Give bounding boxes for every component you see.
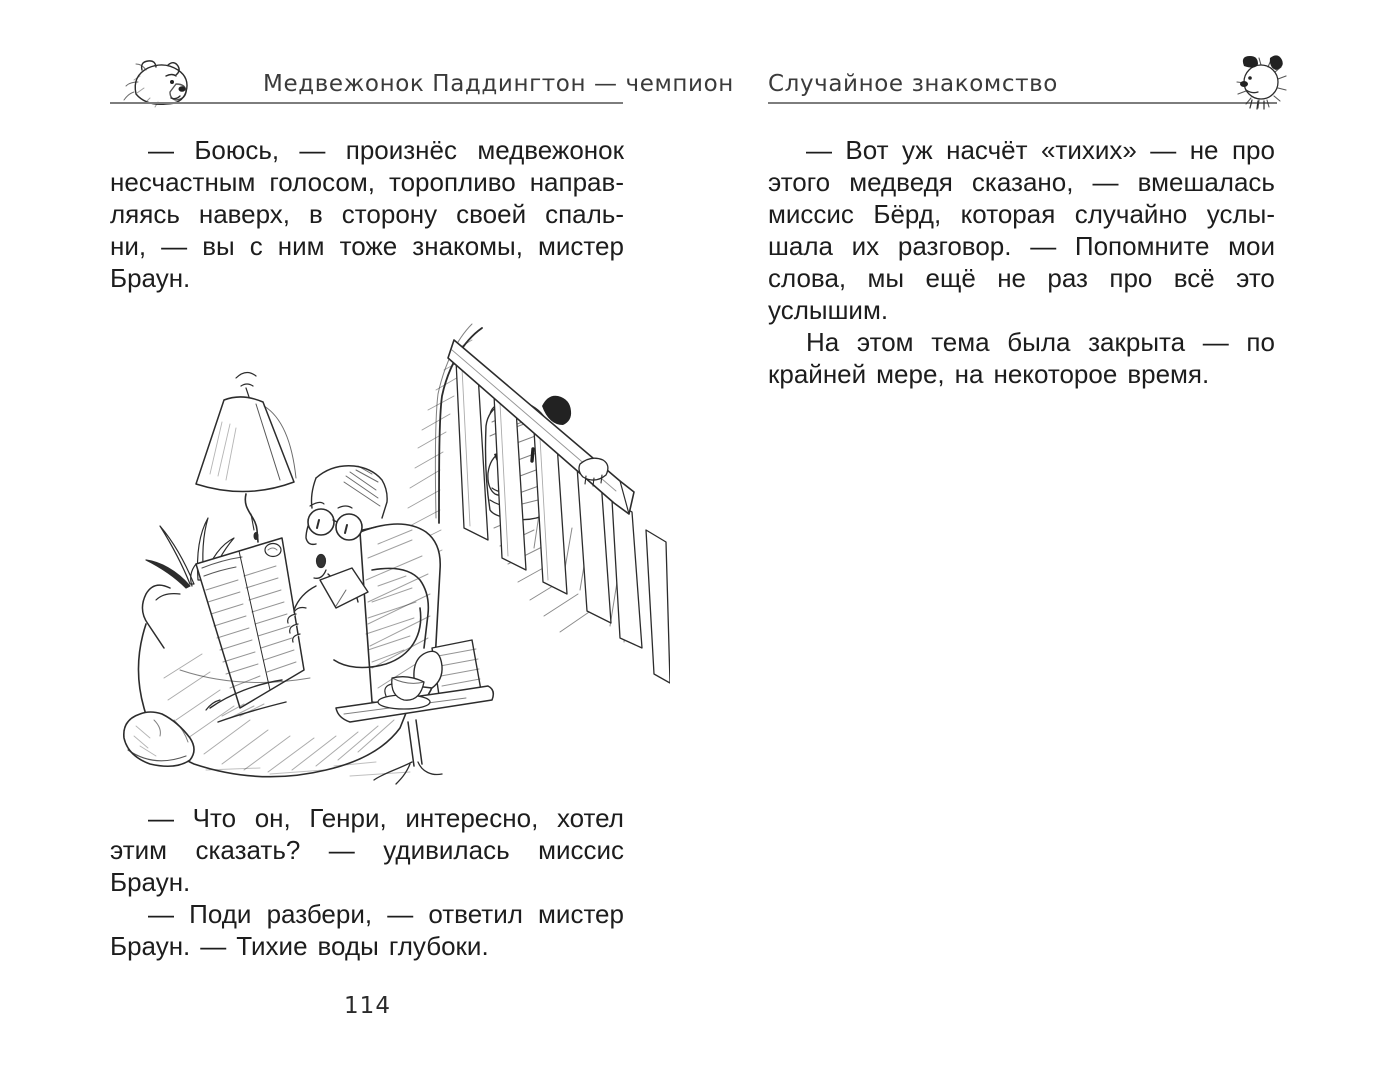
word: глубоки.	[388, 931, 489, 961]
word: услы-	[1206, 199, 1275, 229]
word: этим	[110, 835, 168, 865]
word: Генри,	[309, 803, 387, 833]
word: не	[997, 263, 1027, 293]
word: слова,	[768, 263, 847, 293]
word: —	[1092, 167, 1119, 197]
paragraph	[768, 134, 1275, 326]
word: —	[200, 931, 227, 961]
word: «тихих»	[1040, 135, 1137, 165]
header-rule-left	[110, 102, 623, 104]
word: знакомы,	[412, 231, 523, 261]
word: Браун.	[110, 931, 191, 961]
word: —	[299, 135, 326, 165]
word: шала	[768, 231, 833, 261]
word: время.	[1127, 359, 1210, 389]
word: мистер	[538, 899, 624, 929]
word: —	[328, 835, 355, 865]
word: их	[851, 231, 880, 261]
right-column	[768, 134, 1275, 390]
running-head-left: Медвежонок Паддингтон — чемпион	[263, 71, 734, 97]
word: наверх,	[198, 199, 291, 229]
text-line	[110, 834, 624, 866]
word: тема	[931, 327, 990, 357]
word: мои	[1228, 231, 1275, 261]
word: по	[1246, 327, 1275, 357]
word: произнёс	[345, 135, 457, 165]
text-line	[110, 866, 624, 898]
page-number: 114	[344, 993, 391, 1019]
header-rule-right	[768, 102, 1277, 104]
text-line	[768, 230, 1275, 262]
word: интересно,	[405, 803, 539, 833]
page-illustration	[110, 318, 670, 786]
text-line	[768, 198, 1275, 230]
word: голосом,	[269, 167, 375, 197]
word: на	[954, 359, 984, 389]
word: хотел	[556, 803, 624, 833]
word: вмешалась	[1137, 167, 1275, 197]
paragraph	[768, 326, 1275, 390]
word: —	[148, 899, 174, 929]
word: —	[1150, 135, 1177, 165]
word: раз	[1047, 263, 1088, 293]
word: насчёт	[946, 135, 1028, 165]
word: мере,	[876, 359, 945, 389]
word: —	[161, 231, 188, 261]
word: мистер	[538, 231, 624, 261]
word: миссис	[768, 199, 854, 229]
word: сторону	[341, 199, 438, 229]
word: —	[148, 803, 174, 833]
word: мы	[867, 263, 905, 293]
word: крайней	[768, 359, 867, 389]
word: всё	[1173, 263, 1215, 293]
text-line	[110, 898, 624, 930]
word: Боюсь,	[194, 135, 280, 165]
word: в	[309, 199, 323, 229]
paragraph	[110, 802, 624, 898]
word: торопливо	[388, 167, 516, 197]
bear-head-icon	[1234, 48, 1288, 110]
running-head-right: Случайное знакомство	[768, 71, 1058, 97]
word: тоже	[339, 231, 398, 261]
word: ни,	[110, 231, 147, 261]
word: Тихие	[236, 931, 308, 961]
text-line	[768, 358, 1275, 390]
word: Поди	[189, 899, 252, 929]
word: услышим.	[768, 295, 889, 325]
word: не	[1189, 135, 1219, 165]
word: с	[249, 231, 263, 261]
word: медведя	[849, 167, 953, 197]
word: сказать?	[195, 835, 301, 865]
bear-head-icon	[116, 56, 194, 108]
word: несчастным	[110, 167, 256, 197]
word: —	[1030, 231, 1057, 261]
word: некоторое	[993, 359, 1118, 389]
word: Браун.	[110, 867, 191, 897]
word: направ-	[529, 167, 624, 197]
word: Что	[192, 803, 237, 833]
text-line	[110, 134, 624, 166]
text-line	[768, 134, 1275, 166]
word: удивилась	[383, 835, 510, 865]
word: про	[1109, 263, 1153, 293]
word: ним	[277, 231, 325, 261]
text-line	[110, 198, 624, 230]
text-line	[768, 294, 1275, 326]
paragraph	[110, 898, 624, 962]
text-line	[768, 262, 1275, 294]
word: разбери,	[266, 899, 373, 929]
word: —	[806, 135, 832, 165]
word: миссис	[538, 835, 624, 865]
word: этого	[768, 167, 831, 197]
word: Попомните	[1074, 231, 1210, 261]
word: про	[1231, 135, 1275, 165]
word: закрыта	[1088, 327, 1186, 357]
paragraph	[110, 134, 624, 294]
word: Браун.	[110, 263, 191, 293]
text-line	[110, 802, 624, 834]
word: Вот	[845, 135, 889, 165]
word: ответил	[428, 899, 523, 929]
word: случайно	[1074, 199, 1188, 229]
word: На	[806, 327, 840, 357]
text-line	[110, 166, 624, 198]
word: —	[1202, 327, 1229, 357]
text-line	[110, 930, 624, 962]
text-line	[768, 166, 1275, 198]
word: —	[387, 899, 414, 929]
word: была	[1007, 327, 1071, 357]
word: этом	[856, 327, 914, 357]
word: вы	[202, 231, 235, 261]
word: Бёрд,	[873, 199, 942, 229]
word: своей	[456, 199, 527, 229]
word: он,	[254, 803, 291, 833]
text-line	[110, 262, 624, 294]
word: сказано,	[971, 167, 1074, 197]
word: медвежонок	[477, 135, 624, 165]
word: которая	[960, 199, 1056, 229]
word: воды	[317, 931, 379, 961]
word: это	[1236, 263, 1275, 293]
left-column-bottom	[110, 802, 624, 962]
word: разговор.	[897, 231, 1012, 261]
word: —	[148, 135, 174, 165]
left-column-top	[110, 134, 624, 294]
text-line	[768, 326, 1275, 358]
text-line	[110, 230, 624, 262]
word: ещё	[925, 263, 976, 293]
word: ляясь	[110, 199, 180, 229]
word: спаль-	[545, 199, 624, 229]
word: уж	[901, 135, 933, 165]
